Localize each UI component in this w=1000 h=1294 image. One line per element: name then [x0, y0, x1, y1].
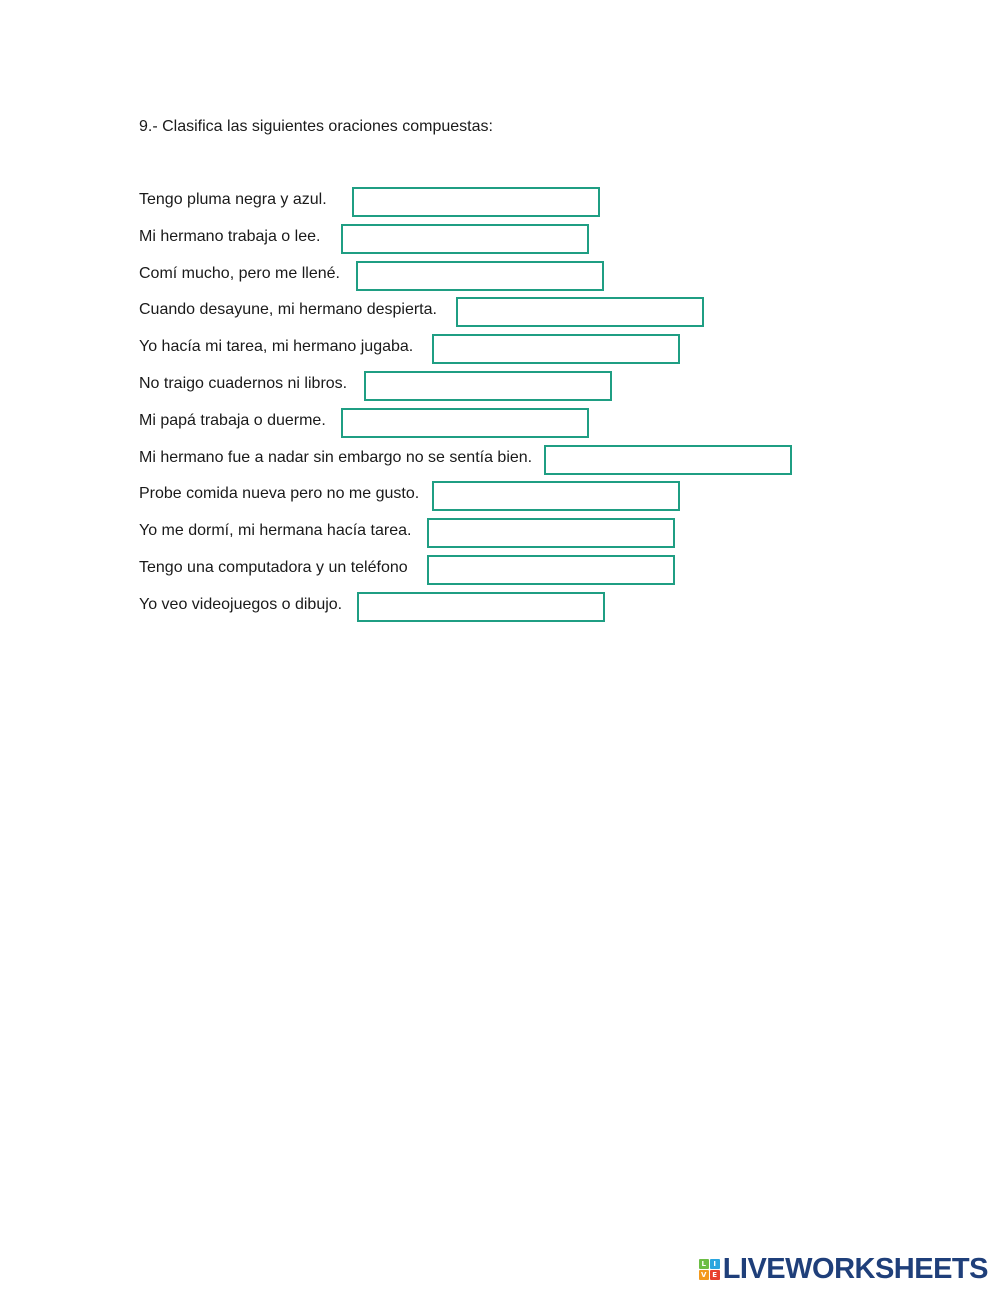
sentence-text: Cuando desayune, mi hermano despierta.: [139, 301, 437, 319]
sentence-text: Yo me dormí, mi hermana hacía tarea.: [139, 522, 412, 540]
sentence-text: Probe comida nueva pero no me gusto.: [139, 485, 420, 503]
exercise-row: [139, 224, 792, 254]
sentence-text: Yo hacía mi tarea, mi hermano jugaba.: [139, 338, 414, 356]
logo-wordmark: LIVEWORKSHEETS: [722, 1253, 988, 1285]
answer-input[interactable]: [432, 481, 680, 511]
answer-input[interactable]: [427, 555, 675, 585]
answer-input[interactable]: [341, 408, 589, 438]
exercise-row: [139, 408, 792, 438]
logo-tile-l: L: [699, 1259, 709, 1269]
logo-tile-i: I: [710, 1259, 720, 1269]
worksheet-title: 9.- Clasifica las siguientes oraciones compuestas:: [139, 118, 493, 135]
exercise-row: [139, 334, 792, 364]
exercise-row: [139, 297, 792, 327]
liveworksheets-logo-icon: [699, 1259, 720, 1280]
answer-input[interactable]: [544, 445, 792, 475]
sentence-text: Comí mucho, pero me llené.: [139, 264, 340, 282]
sentence-text: No traigo cuadernos ni libros.: [139, 374, 348, 392]
logo-tile-v: V: [699, 1270, 709, 1280]
sentence-text: Tengo una computadora y un teléfono: [139, 558, 408, 576]
sentence-text: Mi hermano trabaja o lee.: [139, 227, 321, 245]
answer-input[interactable]: [456, 297, 704, 327]
sentence-text: Tengo pluma negra y azul.: [139, 191, 327, 208]
answer-input[interactable]: [356, 261, 604, 291]
logo-tile-e: E: [710, 1270, 720, 1280]
liveworksheets-logo: [699, 1254, 988, 1284]
exercise-list: [139, 187, 792, 629]
exercise-row: [139, 592, 792, 622]
answer-input[interactable]: [427, 518, 675, 548]
exercise-row: [139, 518, 792, 548]
exercise-row: [139, 187, 792, 217]
answer-input[interactable]: [364, 371, 612, 401]
exercise-row: [139, 445, 792, 475]
sentence-text: Mi hermano fue a nadar sin embargo no se sentía bien.: [139, 448, 533, 466]
answer-input[interactable]: [432, 334, 680, 364]
sentence-text: Mi papá trabaja o duerme.: [139, 411, 326, 429]
answer-input[interactable]: [352, 187, 600, 217]
exercise-row: [139, 261, 792, 291]
exercise-row: [139, 555, 792, 585]
exercise-row: [139, 371, 792, 401]
answer-input[interactable]: [357, 592, 605, 622]
sentence-text: Yo veo videojuegos o dibujo.: [139, 595, 343, 613]
exercise-row: [139, 481, 792, 511]
answer-input[interactable]: [341, 224, 589, 254]
